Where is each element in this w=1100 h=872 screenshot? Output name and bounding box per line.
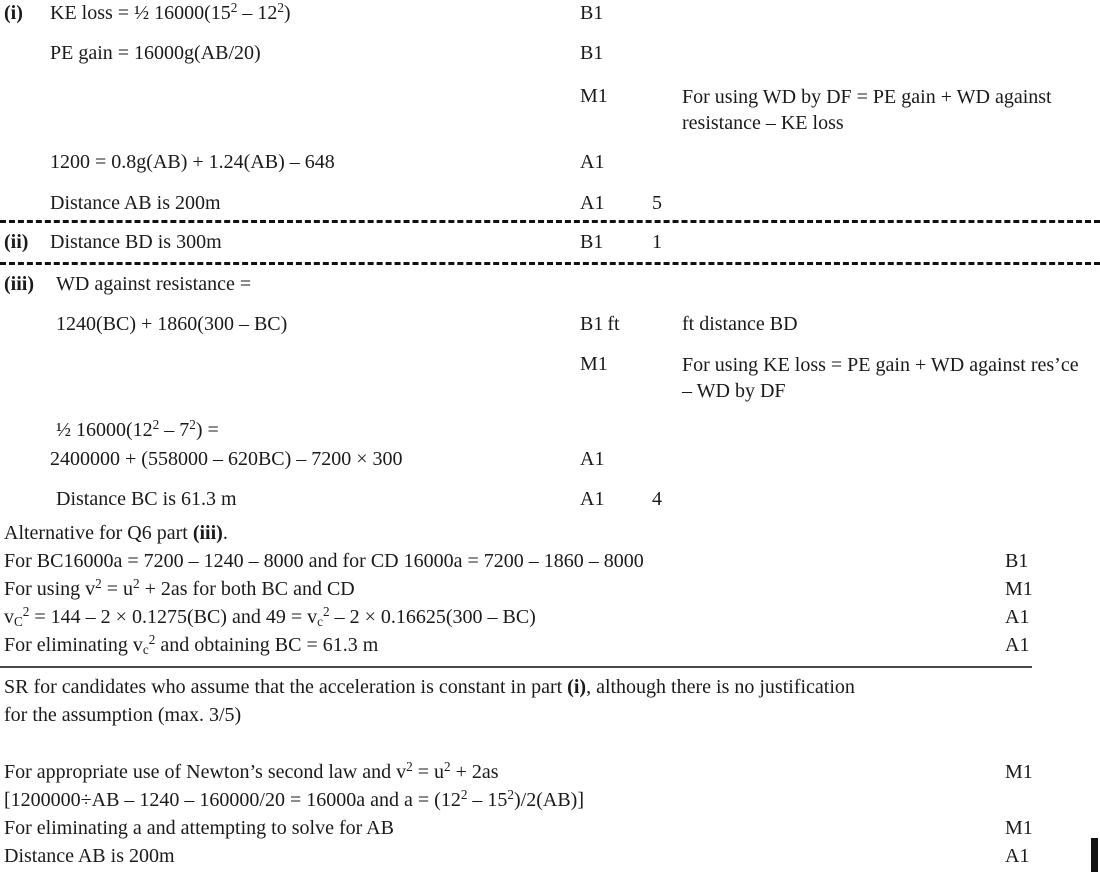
part-iii-line-6-text: Distance BC is 61.3 m [56,488,237,510]
part-i-line-5-text: Distance AB is 200m [50,192,221,214]
part-iii-line-6-mark: A1 [580,488,605,510]
alternative-heading-bold: (iii) [192,522,223,544]
special-ruling-line-1-bold: (i) [567,676,587,698]
part-iii-line-2-text: 1240(BC) + 1860(300 – BC) [56,313,288,335]
special-ruling-item-1-mark: M1 [1005,761,1033,783]
part-i-line-3-comment: For using WD by DF = PE gain + WD against resistance – KE loss [682,86,1052,134]
part-iii-line-2-mark: B1 ft [580,313,620,335]
alternative-line-2-mark: M1 [1005,578,1033,600]
part-ii-label: (ii) [4,231,29,253]
divider-before-special-ruling [0,666,1032,668]
alternative-line-4-text: For eliminating $v_c^2$ and obtaining BC = 61.3 m [4,632,379,657]
special-ruling-item-4-mark: A1 [1005,845,1030,867]
alternative-heading-prefix: Alternative for Q6 part [4,522,193,544]
part-iii-line-4-text: ½ $16000(12^2 - 7^2)$ = [56,417,219,441]
part-i-line-5-mark: A1 [580,192,605,214]
part-i-line-2-mark: B1 [580,42,604,64]
part-i-line-5-total: 5 [652,192,662,214]
alternative-line-3-mark: A1 [1005,606,1030,628]
part-iii-line-2-comment: ft distance BD [682,313,798,335]
part-iii-line-5-mark: A1 [580,448,605,470]
part-iii-line-5-text: 2400000 + (558000 – 620BC) – 7200 × 300 [50,448,403,470]
part-ii-line-1-total: 1 [652,231,662,253]
part-i-line-1-mark: B1 [580,2,604,24]
alternative-heading [4,522,228,545]
part-i-label: (i) [4,2,23,24]
part-i-line-3-mark: M1 [580,85,608,107]
special-ruling-line-1-b: , although there is no justification [586,676,855,698]
alternative-line-3-text: $v_C^2 = 144 - 2 \times 0.1275(BC)$ and $49 = v_c^2 - 2 \times 0.16625(300 - BC)$ [4,604,536,629]
divider-after-part-ii [0,262,1100,265]
part-i-line-2-text: PE gain = 16000g(AB/20) [50,42,261,64]
part-iii-line-3-comment: For using KE loss = PE gain + WD against res’ce – WD by DF [682,354,1079,402]
divider-after-part-i [0,220,1100,223]
special-ruling-item-1-text: For appropriate use of Newton’s second law and $v^2 = u^2 + 2as$ [4,759,499,783]
part-iii-line-6-total: 4 [652,488,662,510]
part-ii-line-1-mark: B1 [580,231,604,253]
alternative-line-1-mark: B1 [1005,550,1029,572]
special-ruling-line-1-a: SR for candidates who assume that the acceleration is constant in part [4,676,568,698]
page-edge-marker [1091,838,1098,872]
part-iii-label: (iii) [4,273,34,295]
alternative-line-4-mark: A1 [1005,634,1030,656]
alternative-heading-suffix: . [222,522,228,544]
part-iii-line-1-text: WD against resistance = [56,273,252,295]
part-i-line-4-text: 1200 = 0.8g(AB) + 1.24(AB) – 648 [50,151,335,173]
part-i-line-4-mark: A1 [580,151,605,173]
special-ruling-line-1 [4,676,855,699]
special-ruling-line-2: for the assumption (max. 3/5) [4,704,242,726]
special-ruling-item-4-text: Distance AB is 200m [4,845,175,867]
part-ii-line-1-text: Distance BD is 300m [50,231,222,253]
alternative-line-2-text: For using $v^2 = u^2 + 2as$ for both BC and CD [4,576,355,600]
special-ruling-item-3-mark: M1 [1005,817,1033,839]
special-ruling-item-2-text: [1200000÷AB – 1240 – 160000/20 = 16000a and $a = (12^2 - 15^2)/2(AB)$] [4,787,584,811]
special-ruling-item-3-text: For eliminating a and attempting to solve for AB [4,817,394,839]
part-iii-line-3-mark: M1 [580,353,608,375]
part-i-line-1-text: KE loss = ½ $16000(15^2 - 12^2)$ [50,0,291,24]
alternative-line-1-text: For BC16000a = 7200 – 1240 – 8000 and for CD 16000a = 7200 – 1860 – 8000 [4,550,644,572]
